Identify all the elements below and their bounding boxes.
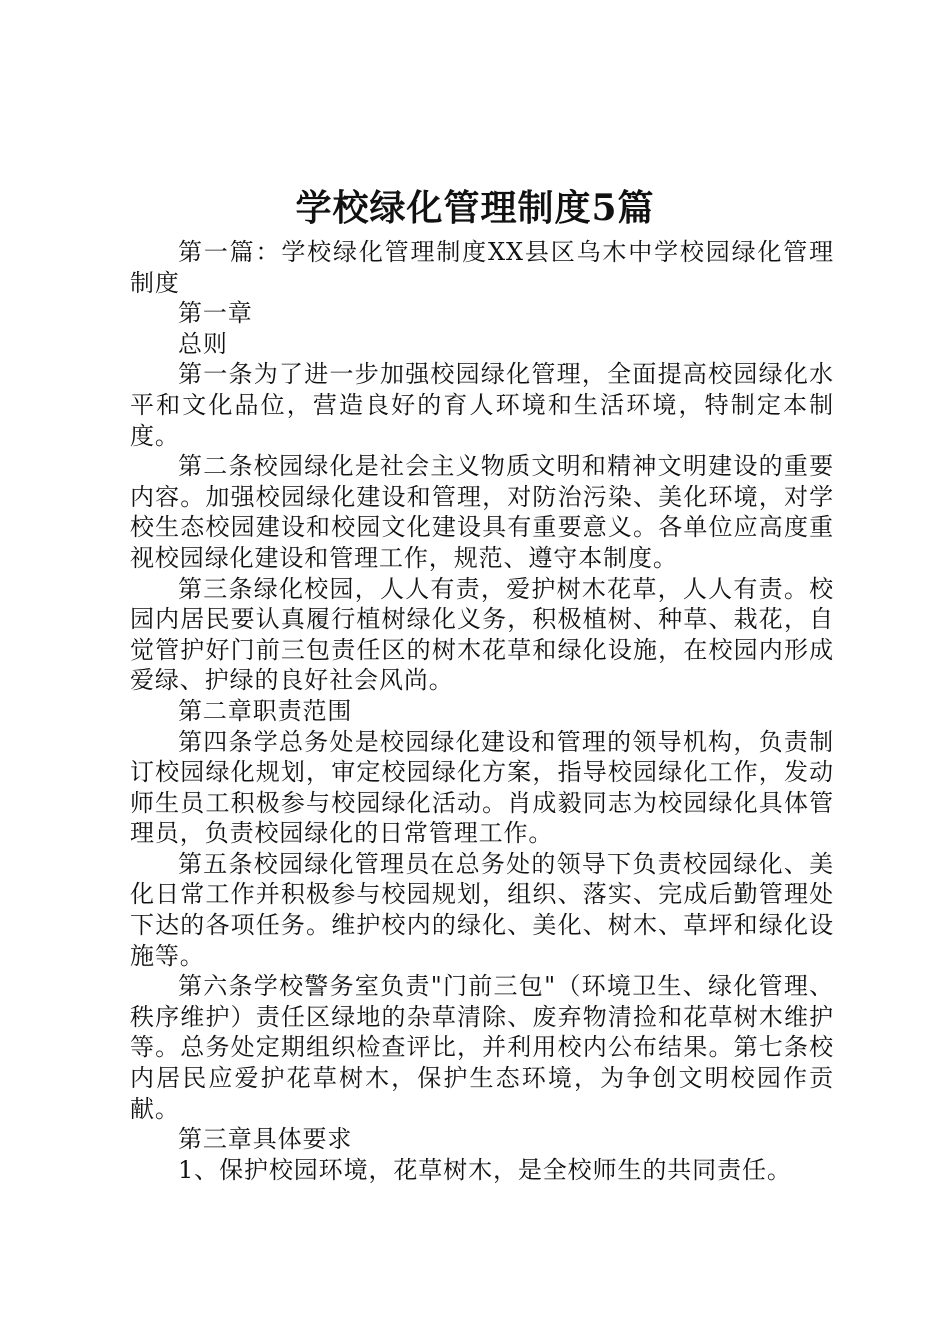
- document-body: [130, 237, 834, 1185]
- paragraph-article-4: 第四条学总务处是校园绿化建设和管理的领导机构，负责制订校园绿化规划，审定校园绿化方案，指导校园绿化工作，发动师生员工积极参与校园绿化活动。肖成毅同志为校园绿化具体管理员，负责校园绿化的日常管理工作。: [130, 727, 834, 848]
- paragraph-article-3: 第三条绿化校园，人人有责，爱护树木花草，人人有责。校园内居民要认真履行植树绿化义务，积极植树、种草、栽花，自觉管护好门前三包责任区的树木花草和绿化设施，在校园内形成爱绿、护绿的良好社会风尚。: [130, 574, 834, 695]
- paragraph-article-5: 第五条校园绿化管理员在总务处的领导下负责校园绿化、美化日常工作并积极参与校园规划，组织、落实、完成后勤管理处下达的各项任务。维护校内的绿化、美化、树木、草坪和绿化设施等。: [130, 849, 834, 970]
- paragraph-article-2: 第二条校园绿化是社会主义物质文明和精神文明建设的重要内容。加强校园绿化建设和管理，对防治污染、美化环境，对学校生态校园建设和校园文化建设具有重要意义。各单位应高度重视校园绿化建设和管理工作，规范、遵守本制度。: [130, 452, 834, 572]
- paragraph-article-1: 第一条为了进一步加强校园绿化管理，全面提高校园绿化水平和文化品位，营造良好的育人环境和生活环境，特制定本制度。: [130, 360, 834, 450]
- paragraph-item-1: 1、保护校园环境，花草树木，是全校师生的共同责任。: [178, 1155, 792, 1184]
- paragraph-section-heading: 第一篇：学校绿化管理制度XX县区乌木中学校园绿化管理制度: [130, 238, 834, 297]
- paragraph-chapter-2: 第二章职责范围: [178, 696, 353, 725]
- paragraph-chapter-3: 第三章具体要求: [178, 1125, 353, 1154]
- paragraph-general-principles: 总则: [178, 329, 228, 358]
- document-title: 学校绿化管理制度5篇: [295, 187, 655, 229]
- paragraph-chapter-1: 第一章: [178, 299, 253, 328]
- paragraph-article-6-7: 第六条学校警务室负责"门前三包"（环境卫生、绿化管理、秩序维护）责任区绿地的杂草清除、废弃物清捡和花草树木维护等。总务处定期组织检查评比，并利用校内公布结果。第七条校内居民应爱护花草树木，保护生态环境，为争创文明校园作贡献。: [130, 972, 834, 1123]
